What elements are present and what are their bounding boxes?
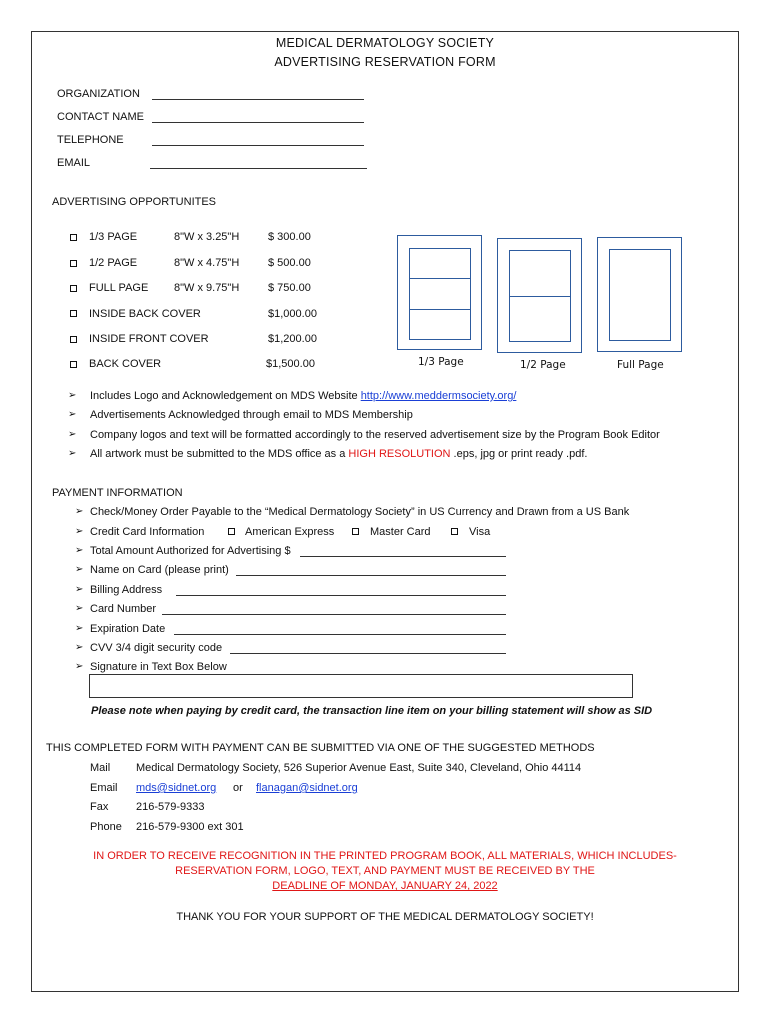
submission-heading: THIS COMPLETED FORM WITH PAYMENT CAN BE SUBMITTED VIA ONE OF THE SUGGESTED METHODS <box>46 742 595 754</box>
third-page-caption: 1/3 Page <box>418 356 464 368</box>
third-page-diagram <box>397 235 482 350</box>
arrow-bullet-icon: ➢ <box>75 661 84 672</box>
deadline-date: DEADLINE OF MONDAY, JANUARY 24, 2022 <box>272 880 498 892</box>
bullet-website: Includes Logo and Acknowledgement on MDS Website http://www.meddermsociety.org/ <box>90 390 517 402</box>
high-resolution-text: HIGH RESOLUTION <box>348 448 451 460</box>
item-size: 8"W x 3.25"H <box>174 231 240 243</box>
mail-label: Mail <box>90 762 111 774</box>
item-price: $1,500.00 <box>266 358 315 370</box>
arrow-bullet-icon: ➢ <box>68 448 77 459</box>
email-link-mds[interactable]: mds@sidnet.org <box>136 782 217 794</box>
arrow-bullet-icon: ➢ <box>75 642 84 653</box>
bullet-artwork: All artwork must be submitted to the MDS office as a HIGH RESOLUTION .eps, jpg or print ready .pdf. <box>90 448 588 460</box>
item-name: BACK COVER <box>89 358 162 370</box>
arrow-bullet-icon: ➢ <box>68 390 77 401</box>
item-price: $ 750.00 <box>268 282 311 294</box>
phone-number: 216-579-9300 ext 301 <box>136 821 244 833</box>
checkbox-master-card[interactable] <box>352 528 359 535</box>
email-field[interactable] <box>150 168 367 169</box>
card-number-field[interactable] <box>162 614 506 615</box>
card-option-mastercard: Master Card <box>370 526 431 538</box>
checkbox-visa[interactable] <box>451 528 458 535</box>
payment-heading: PAYMENT INFORMATION <box>52 487 183 499</box>
email-link-flanagan[interactable]: flanagan@sidnet.org <box>256 782 358 794</box>
full-page-panel <box>609 249 671 341</box>
checkbox-inside-front-cover[interactable] <box>70 336 77 343</box>
thank-you-text: THANK YOU FOR YOUR SUPPORT OF THE MEDICAL DERMATOLOGY SOCIETY! <box>176 911 594 923</box>
checkbox-inside-back-cover[interactable] <box>70 310 77 317</box>
opportunities-heading: ADVERTISING OPPORTUNITES <box>52 196 217 208</box>
bullet-formatting: Company logos and text will be formatted accordingly to the reserved advertisement size by the Program Book Editor <box>90 429 660 441</box>
arrow-bullet-icon: ➢ <box>75 584 84 595</box>
website-link[interactable]: http://www.meddermsociety.org/ <box>360 390 517 402</box>
signature-label: Signature in Text Box Below <box>90 661 227 673</box>
card-option-amex: American Express <box>245 526 335 538</box>
payment-check-text: Check/Money Order Payable to the “Medical Dermatology Society” in US Currency and Drawn from a US Bank <box>90 506 630 518</box>
contact-name-field[interactable] <box>152 122 364 123</box>
arrow-bullet-icon: ➢ <box>68 429 77 440</box>
organization-label: ORGANIZATION <box>57 88 140 100</box>
half-page-caption: 1/2 Page <box>520 359 566 371</box>
credit-card-label: Credit Card Information <box>90 526 205 538</box>
email-method-label: Email <box>90 782 118 794</box>
item-name: 1/3 PAGE <box>89 231 138 243</box>
email-label: EMAIL <box>57 157 91 169</box>
item-price: $ 300.00 <box>268 231 311 243</box>
arrow-bullet-icon: ➢ <box>75 603 84 614</box>
expiration-date-field[interactable] <box>174 634 506 635</box>
email-or-text: or <box>233 782 243 794</box>
full-page-caption: Full Page <box>617 359 664 371</box>
total-amount-field[interactable] <box>300 556 506 557</box>
full-page-diagram <box>597 237 682 352</box>
card-option-visa: Visa <box>469 526 491 538</box>
cvv-label: CVV 3/4 digit security code <box>90 642 223 654</box>
form-title: ADVERTISING RESERVATION FORM <box>274 55 496 69</box>
billing-statement-note: Please note when paying by credit card, the transaction line item on your billing statement will show as SID <box>91 705 653 717</box>
billing-address-label: Billing Address <box>90 584 163 596</box>
item-name: INSIDE BACK COVER <box>89 308 201 320</box>
arrow-bullet-icon: ➢ <box>75 506 84 517</box>
item-price: $1,000.00 <box>268 308 317 320</box>
item-name: INSIDE FRONT COVER <box>89 333 209 345</box>
item-price: $ 500.00 <box>268 257 311 269</box>
billing-address-field[interactable] <box>176 595 506 596</box>
phone-label: Phone <box>90 821 122 833</box>
item-name: FULL PAGE <box>89 282 149 294</box>
card-number-label: Card Number <box>90 603 157 615</box>
form-title-society: MEDICAL DERMATOLOGY SOCIETY <box>275 36 495 50</box>
cvv-field[interactable] <box>230 653 506 654</box>
deadline-line-2: RESERVATION FORM, LOGO, TEXT, AND PAYMENT MUST BE RECEIVED BY THE <box>175 865 595 877</box>
arrow-bullet-icon: ➢ <box>75 545 84 556</box>
checkbox-full-page[interactable] <box>70 285 77 292</box>
third-page-panels <box>409 248 471 340</box>
arrow-bullet-icon: ➢ <box>75 564 84 575</box>
name-on-card-label: Name on Card (please print) <box>90 564 229 576</box>
mail-address: Medical Dermatology Society, 526 Superior Avenue East, Suite 340, Cleveland, Ohio 44114 <box>136 762 582 774</box>
arrow-bullet-icon: ➢ <box>68 409 77 420</box>
bullet-membership: Advertisements Acknowledged through email to MDS Membership <box>90 409 413 421</box>
telephone-label: TELEPHONE <box>57 134 124 146</box>
contact-name-label: CONTACT NAME <box>57 111 144 123</box>
arrow-bullet-icon: ➢ <box>75 623 84 634</box>
item-price: $1,200.00 <box>268 333 317 345</box>
total-amount-label: Total Amount Authorized for Advertising $ <box>90 545 291 557</box>
checkbox-half-page[interactable] <box>70 260 77 267</box>
expiration-date-label: Expiration Date <box>90 623 166 635</box>
telephone-field[interactable] <box>152 145 364 146</box>
item-size: 8"W x 9.75"H <box>174 282 240 294</box>
arrow-bullet-icon: ➢ <box>75 526 84 537</box>
name-on-card-field[interactable] <box>236 575 506 576</box>
deadline-line-1: IN ORDER TO RECEIVE RECOGNITION IN THE PRINTED PROGRAM BOOK, ALL MATERIALS, WHICH INCLUDES- <box>93 850 677 862</box>
signature-text-box[interactable] <box>89 674 633 698</box>
fax-number: 216-579-9333 <box>136 801 205 813</box>
half-page-diagram <box>497 238 582 353</box>
checkbox-third-page[interactable] <box>70 234 77 241</box>
item-size: 8"W x 4.75"H <box>174 257 240 269</box>
checkbox-back-cover[interactable] <box>70 361 77 368</box>
item-name: 1/2 PAGE <box>89 257 138 269</box>
fax-label: Fax <box>90 801 109 813</box>
organization-field[interactable] <box>152 99 364 100</box>
checkbox-american-express[interactable] <box>228 528 235 535</box>
